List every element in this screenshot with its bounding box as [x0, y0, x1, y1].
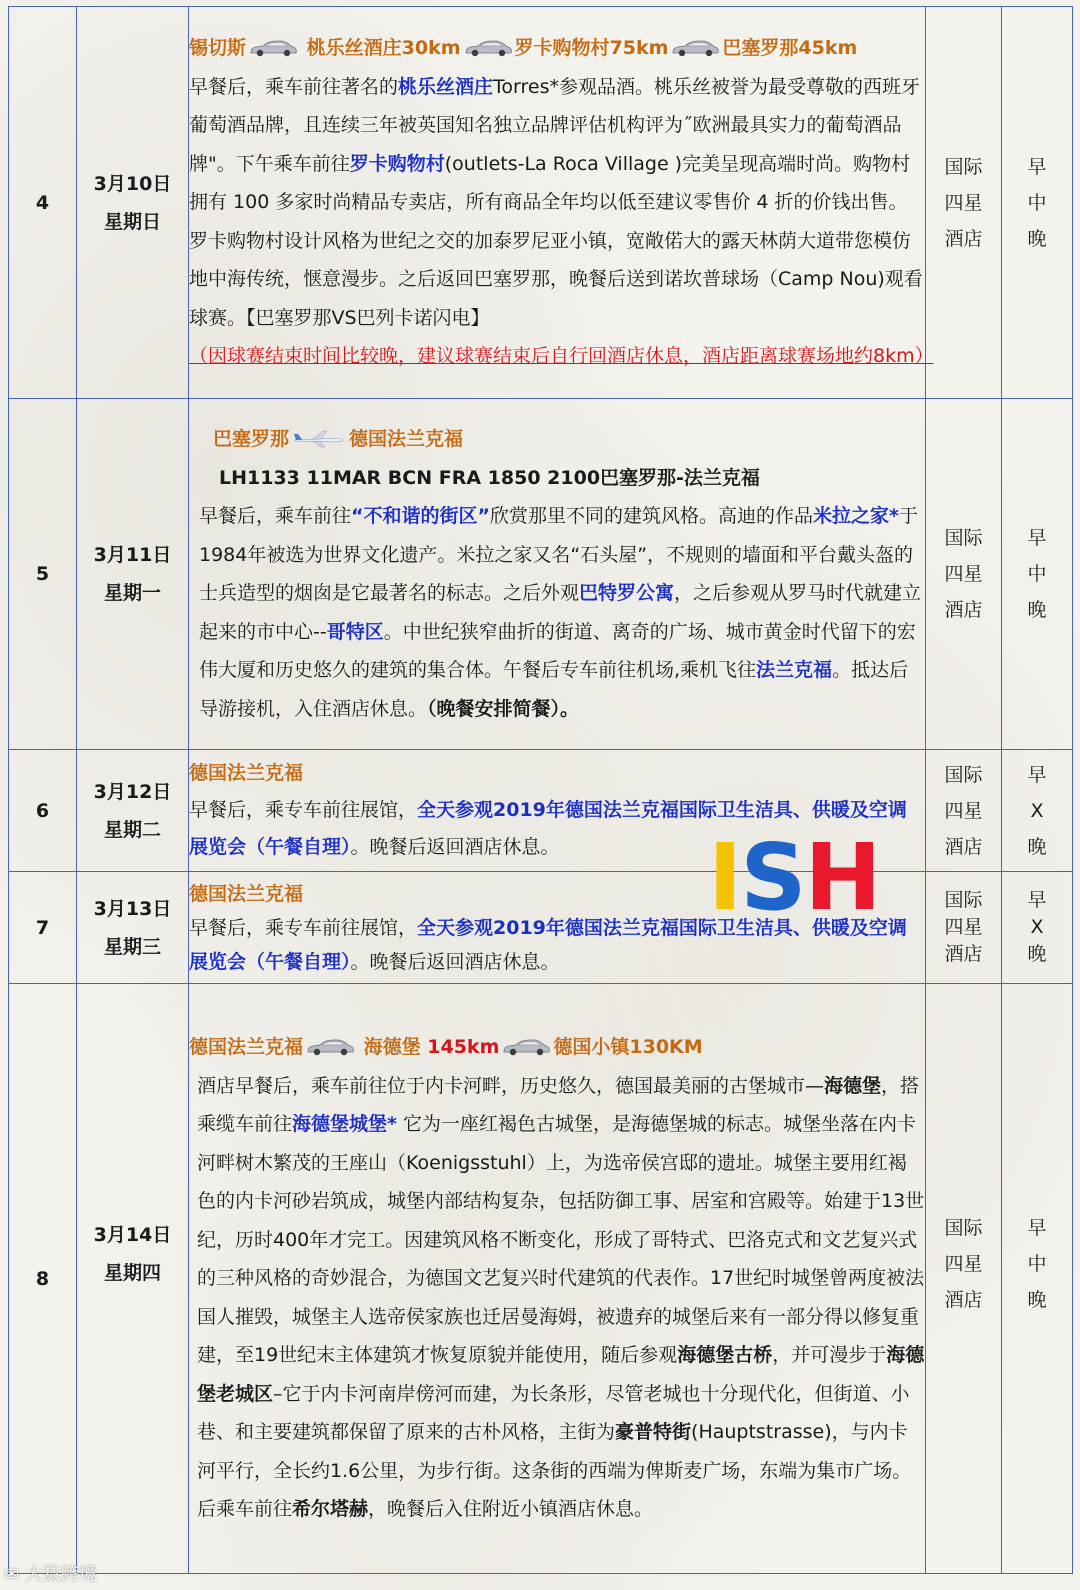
car-icon — [248, 38, 298, 58]
itinerary-row-day5 — [9, 399, 1073, 750]
weekday-text: 星期日 — [103, 210, 161, 233]
watermark: ✉ 大数跨境 — [4, 1564, 97, 1585]
highlight-link: “不和谐的街区” — [351, 505, 490, 527]
date-cell — [77, 7, 189, 399]
itinerary-row-day8 — [9, 984, 1073, 1574]
date-text: 3月13日 — [93, 897, 172, 920]
hotel-cell: 国际 四星 酒店 — [926, 984, 1002, 1574]
highlight-link: 全天参观2019年德国法兰克福国际卫生洁具、供暖及空调展览会（午餐自理） — [189, 916, 907, 973]
weekday-text: 星期二 — [103, 818, 161, 841]
route-place: 桃乐丝酒庄30km — [306, 37, 461, 60]
chat-bubble-icon: ✉ — [4, 1564, 20, 1585]
meal-cell: 早 X 晚 — [1002, 750, 1073, 872]
day-number: 6 — [9, 750, 77, 872]
itinerary-row-day7 — [9, 872, 1073, 984]
car-icon — [463, 38, 513, 58]
highlight-link: 罗卡购物村 — [349, 152, 445, 175]
hotel-cell: 国际 四星 酒店 — [926, 872, 1002, 984]
route-place: 德国法兰克福 — [349, 428, 464, 450]
route-line — [189, 755, 925, 792]
meal-cell: 早 中 晚 — [1002, 7, 1073, 399]
description-cell — [189, 399, 926, 750]
route-line — [189, 1028, 925, 1067]
route-line — [199, 420, 925, 459]
itinerary-row-day6 — [9, 750, 1073, 872]
highlight-link: 哥特区 — [326, 620, 384, 643]
meal-cell: 早 中 晚 — [1002, 399, 1073, 750]
description-cell — [189, 984, 926, 1574]
route-distance: 145km — [420, 1036, 500, 1059]
hotel-cell: 国际 四星 酒店 — [926, 750, 1002, 872]
description-text: 后乘车前往希尔塔赫，晚餐后入住附近小镇酒店休息。 — [197, 1498, 654, 1521]
itinerary-row-day4 — [9, 7, 1073, 399]
route-place: 德国法兰克福 — [189, 1036, 304, 1059]
weekday-text: 星期四 — [103, 1261, 161, 1284]
date-text: 3月12日 — [93, 780, 172, 803]
description-text: 早餐后，乘专车前往展馆，全天参观2019年德国法兰克福国际卫生洁具、供暖及空调展览会（午餐自理）。晚餐后返回酒店休息。 — [189, 799, 907, 858]
hotel-cell: 国际 四星 酒店 — [926, 399, 1002, 750]
description-text: 酒店早餐后，乘车前往位于内卡河畔，历史悠久，德国最美丽的古堡城市—海德堡，搭乘缆车前往海德堡城堡* 它为一座红褐色古城堡，是海德堡城的标志。城堡坐落在内卡河畔树木繁茂的王座山（Koenigsstuhl）上，为选帝侯宫邸的遗址。城堡主要用红褐色的内卡河砂岩筑成，城堡内部结构复杂，包括防御工事、居室和宫殿等。始建于13世纪，历时400年才完工。因建筑风格不断变化，形成了哥特式、巴洛克式和文艺复兴式的三种风格的奇妙混合，为德国文艺复兴时代建筑的代表作。17世纪时城堡曾两度被法国人摧毁，城堡主人选帝侯家族也迁居曼海姆，被遗弃的城堡后来有一部分得以修复重建，至19世纪末主体建筑才恢复原貌并能使用，随后参观海德堡古桥，并可漫步于海德堡老城区–它于内卡河南岸傍河而建，为长条形，尽管老城也十分现代化，但街道、小巷、和主要建筑都保留了原来的古朴风格，主街为豪普特街(Hauptstrasse)，与内卡河平行，全长约1.6公里，为步行街。这条街的西端为俾斯麦广场，东端为集市广场。 — [197, 1074, 925, 1482]
route-place: 海德堡 — [363, 1036, 421, 1059]
date-cell — [77, 399, 189, 750]
route-place: 锡切斯 — [189, 37, 247, 60]
weekday-text: 星期三 — [103, 935, 161, 958]
description-text: 早餐后，乘车前往“不和谐的街区”欣赏那里不同的建筑风格。高迪的作品米拉之家*于1984年被选为世界文化遗产。米拉之家又名“石头屋”，不规则的墙面和平台戴头盔的士兵造型的烟囱是它最著名的标志。之后外观巴特罗公寓，之后参观从罗马时代就建立起来的市中心--哥特区。中世纪狭窄曲折的街道、离奇的广场、城市黄金时代留下的宏伟大厦和历史悠久的建筑的集合体。午餐后专车前往机场,乘机飞往法兰克福。抵达后导游接机，入住酒店休息。（晚餐安排简餐）。 — [199, 505, 922, 720]
highlight-link: 桃乐丝酒庄 — [398, 75, 494, 98]
flight-info: LH1133 11MAR BCN FRA 1850 2100巴塞罗那-法兰克福 — [219, 466, 760, 489]
description-text: 早餐后，乘专车前往展馆，全天参观2019年德国法兰克福国际卫生洁具、供暖及空调展览会（午餐自理）。晚餐后返回酒店休息。 — [189, 916, 907, 973]
route-place: 德国小镇130KM — [553, 1036, 703, 1059]
warning-note: （因球赛结束时间比较晚，建议球赛结束后自行回酒店休息，酒店距离球赛场地约8km） — [189, 345, 934, 368]
route-place: 罗卡购物村75km — [514, 37, 669, 60]
date-cell — [77, 872, 189, 984]
itinerary-table — [8, 6, 1073, 1574]
date-cell — [77, 984, 189, 1574]
description-text: 早餐后，乘车前往著名的桃乐丝酒庄Torres*参观品酒。桃乐丝被誉为最受尊敬的西班牙葡萄酒品牌，且连续三年被英国知名独立品牌评估机构评为˝欧洲最具实力的葡萄酒品牌"。下午乘车前往罗卡购物村(outlets-La Roca Village )完美呈现高端时尚。购物村拥有 100 多家时尚精品专卖店，所有商品全年均以低至建议零售价 4 折的价钱出售。罗卡购物村设计风格为世纪之交的加泰罗尼亚小镇，宽敞偌大的露天林荫大道带您模仿地中海传统，惬意漫步。之后返回巴塞罗那，晚餐后送到诺坎普球场（Camp Nou)观看球赛。【巴塞罗那VS巴列卡诺闪电】 — [189, 75, 923, 329]
car-icon — [501, 1037, 551, 1057]
route-place: 巴塞罗那45km — [722, 37, 858, 60]
day-number: 8 — [9, 984, 77, 1574]
highlight-link: 法兰克福 — [756, 659, 833, 681]
route-place: 德国法兰克福 — [189, 762, 304, 784]
car-icon — [305, 1037, 355, 1057]
car-icon — [670, 38, 720, 58]
route-place: 德国法兰克福 — [189, 882, 304, 905]
description-cell — [189, 7, 934, 399]
route-place: 巴塞罗那 — [213, 428, 290, 450]
date-text: 3月14日 — [93, 1223, 172, 1246]
meal-cell: 早 X 晚 — [1002, 872, 1073, 984]
highlight-link: 巴特罗公寓 — [579, 582, 675, 604]
day-number: 7 — [9, 872, 77, 984]
date-text: 3月10日 — [93, 172, 172, 195]
airplane-icon — [293, 430, 345, 448]
meal-cell: 早 中 晚 — [1002, 984, 1073, 1574]
highlight-link: 海德堡城堡* — [292, 1113, 397, 1136]
highlight-link: 米拉之家* — [813, 505, 899, 527]
day-number: 4 — [9, 7, 77, 399]
weekday-text: 星期一 — [103, 582, 161, 604]
day-number: 5 — [9, 399, 77, 750]
ish-logo: ISH — [708, 824, 880, 931]
highlight-link: 全天参观2019年德国法兰克福国际卫生洁具、供暖及空调展览会（午餐自理） — [189, 799, 907, 858]
hotel-cell: 国际 四星 酒店 — [926, 7, 1002, 399]
date-text: 3月11日 — [93, 544, 172, 566]
route-line — [189, 29, 925, 68]
date-cell — [77, 750, 189, 872]
